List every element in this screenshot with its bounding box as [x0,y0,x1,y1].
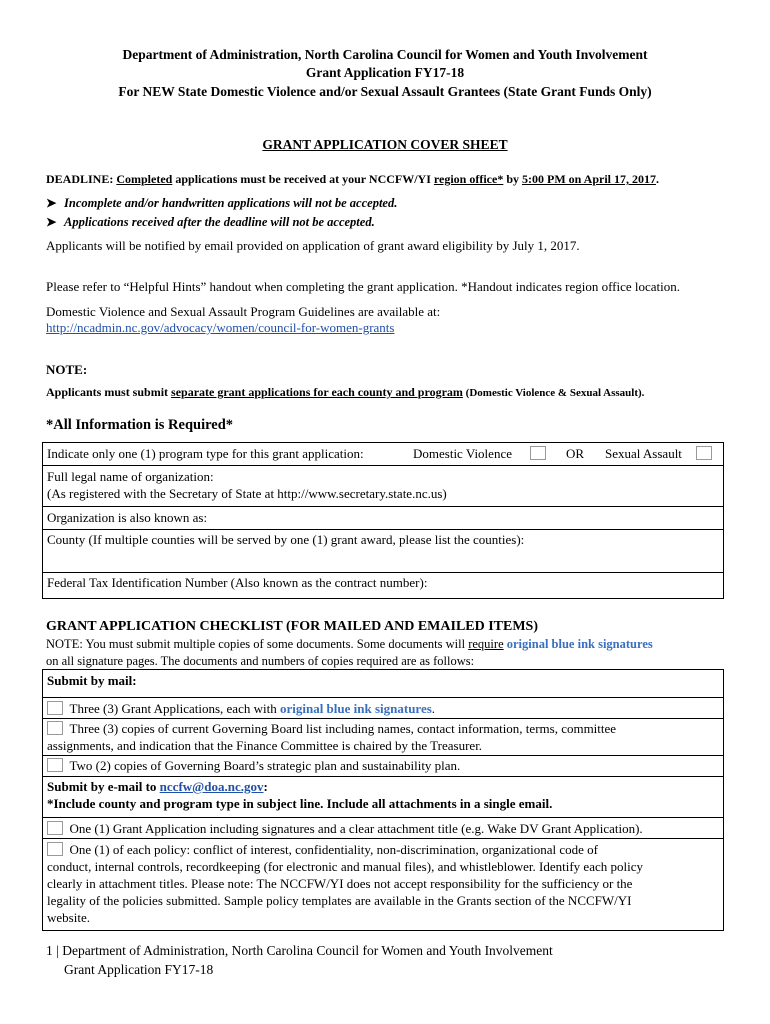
sa-label: Sexual Assault [605,446,682,461]
note-label: NOTE: [46,362,88,377]
mail-item-3-checkbox[interactable] [47,758,63,772]
header-line-2: Grant Application FY17-18 [305,65,465,80]
email-heading [43,778,723,795]
email-item-2-line-1: One (1) of each policy: conflict of interest, confidentiality, non-discrimination, organizational code of [69,842,598,857]
note-pre: Applicants must submit [46,385,172,399]
county-label: County (If multiple counties will be served by one (1) grant award, please list the counties): [47,532,525,547]
email-item-1 [43,820,723,837]
email-item-1-checkbox[interactable] [47,821,63,835]
program-type-row [43,445,723,462]
legal-name-label: Full legal name of organization: [47,469,214,484]
deadline-line [46,172,659,187]
mail-item-2 [43,720,723,737]
info-table [42,442,724,599]
email-heading-pre: Submit by e-mail to [47,779,160,794]
email-item-2 [43,841,723,858]
bullet-item [46,214,375,230]
mail-item-3 [43,757,723,774]
email-item-2-line-4: legality of the policies submitted. Sample policy templates are available in the Grants section of the NCCFW/YI [47,893,632,908]
required-heading: *All Information is Required* [46,417,234,433]
bullet-item [46,195,397,211]
note-text [46,385,644,400]
legal-name-note: (As registered with the Secretary of State at http://www.secretary.state.nc.us) [47,486,447,501]
bullet-text: Applications received after the deadline will not be accepted. [64,215,375,229]
dv-checkbox[interactable] [530,446,546,460]
deadline-region-office: region office* [433,172,504,186]
checklist-note-require: require [468,637,504,651]
guidelines-link[interactable]: http://ncadmin.nc.gov/advocacy/women/council-for-women-grants [46,320,395,335]
note-post: (Domestic Violence & Sexual Assault). [462,387,645,399]
mail-item-1-text: Three (3) Grant Applications, each with [69,701,280,716]
helpful-hints-text: Please refer to “Helpful Hints” handout when completing the grant application. *Handout indicates region office location. [46,279,681,294]
dv-label: Domestic Violence [413,446,512,461]
email-address-link[interactable]: nccfw@doa.nc.gov [159,779,264,794]
mail-item-2-line-2: assignments, and indication that the Finance Committee is chaired by the Treasurer. [47,738,483,753]
arrow-bullet-icon: ➤ [46,215,57,229]
deadline-date: 5:00 PM on April 17, 2017 [522,172,657,186]
email-item-2-line-2: conduct, internal controls, recordkeeping (for electronic and manual files), and whistleblower. Identify each policy [47,859,643,874]
email-item-1-text: One (1) Grant Application including signatures and a clear attachment title (e.g. Wake DV Grant Application). [69,821,643,836]
email-subheading: *Include county and program type in subject line. Include all attachments in a single email. [47,796,553,811]
guidelines-text: Domestic Violence and Sexual Assault Program Guidelines are available at: [46,304,441,319]
arrow-bullet-icon: ➤ [46,196,57,210]
deadline-end: . [656,172,660,186]
email-item-2-checkbox[interactable] [47,842,63,856]
cover-sheet-title: GRANT APPLICATION COVER SHEET [262,137,508,152]
mail-item-3-text: Two (2) copies of Governing Board’s strategic plan and sustainability plan. [69,758,461,773]
aka-label: Organization is also known as: [47,510,208,525]
mail-item-2-line-1: Three (3) copies of current Governing Board list including names, contact information, terms, committee [69,721,617,736]
deadline-completed: Completed [116,172,173,186]
checklist-title: GRANT APPLICATION CHECKLIST (FOR MAILED AND EMAILED ITEMS) [46,619,539,634]
tax-id-label: Federal Tax Identification Number (Also known as the contract number): [47,575,428,590]
deadline-label: DEADLINE: [46,172,117,186]
deadline-by: by [503,172,523,186]
or-label: OR [566,446,585,461]
checklist-note-blue: original blue ink signatures [506,637,653,651]
checklist-note-line-2: on all signature pages. The documents and numbers of copies required are as follows: [46,654,475,668]
sa-checkbox[interactable] [696,446,712,460]
mail-item-1-blue: original blue ink signatures [279,701,432,716]
mail-item-1 [43,700,723,717]
checklist-note-line-1 [46,637,653,652]
email-heading-end: : [263,779,268,794]
mail-item-1-end: . [431,701,436,716]
program-type-label: Indicate only one (1) program type for this grant application: [47,446,364,461]
note-underlined: separate grant applications for each county and program [171,385,463,399]
email-item-2-line-3: clearly in attachment titles. Please note: The NCCFW/YI does not accept responsibility for the sufficiency or the [47,876,633,891]
checklist-note-pre: NOTE: You must submit multiple copies of some documents. Some documents will [46,637,469,651]
email-item-2-line-5: website. [47,910,90,925]
checklist-table [42,669,724,931]
header-line-3: For NEW State Domestic Violence and/or Sexual Assault Grantees (State Grant Funds Only) [118,84,652,99]
header-line-1: Department of Administration, North Carolina Council for Women and Youth Involvement [122,47,648,62]
footer-line-2: Grant Application FY17-18 [64,962,214,977]
bullet-text: Incomplete and/or handwritten applications will not be accepted. [64,196,398,210]
deadline-mid: applications must be received at your NCCFW/YI [172,172,434,186]
mail-item-2-checkbox[interactable] [47,721,63,735]
footer-line-1: 1 | Department of Administration, North Carolina Council for Women and Youth Involvement [46,943,553,958]
notified-text: Applicants will be notified by email provided on application of grant award eligibility by July 1, 2017. [46,238,580,253]
mail-item-1-checkbox[interactable] [47,701,63,715]
mail-heading: Submit by mail: [47,673,137,688]
